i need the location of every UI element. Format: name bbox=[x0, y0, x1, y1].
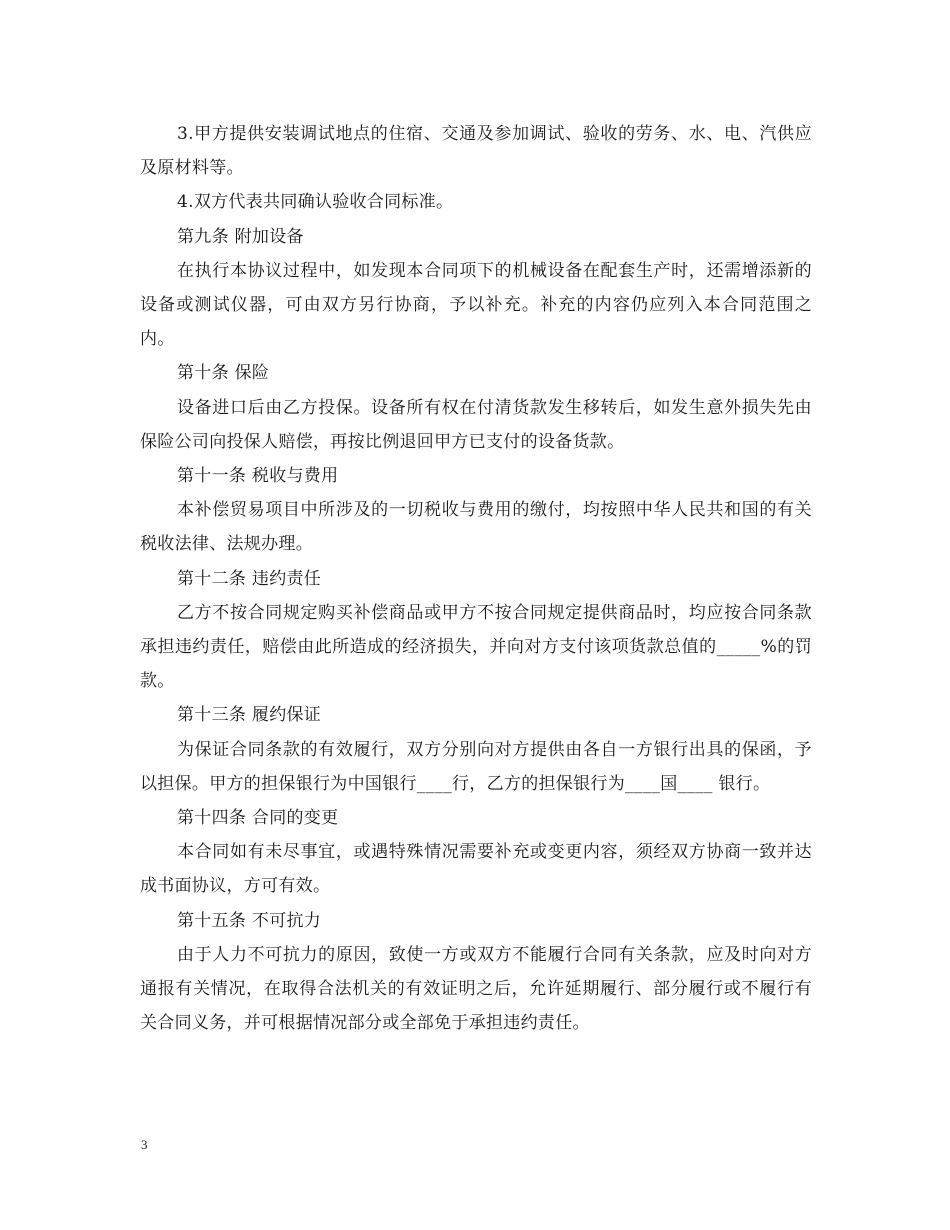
clause-15-text: 由于人力不可抗力的原因，致使一方或双方不能履行合同有关条款，应及时向对方通报有关情况，在取得合法机关的有效证明之后，允许延期履行、部分履行或不履行有关合同义务，并可根据情况部分或全部免于承担违约责任。 bbox=[140, 944, 812, 1034]
clause-12-text: 乙方不按合同规定购买补偿商品或甲方不按合同规定提供商品时，均应按合同条款承担违约责任，赔偿由此所造成的经济损失，并向对方支付该项货款总值的_____%的罚款。 bbox=[140, 602, 812, 692]
clause-10-text: 设备进口后由乙方投保。设备所有权在付清货款发生移转后，如发生意外损失先由保险公司向投保人赔偿，再按比例退回甲方已支付的设备货款。 bbox=[140, 397, 812, 452]
clause-13-heading: 第十三条 履约保证 bbox=[177, 705, 322, 726]
clause-10-heading: 第十条 保险 bbox=[177, 363, 270, 384]
page-number: 3 bbox=[141, 1137, 148, 1152]
clause-14-text: 本合同如有未尽事宜，或遇特殊情况需要补充或变更内容，须经双方协商一致并达成书面协议，方可有效。 bbox=[140, 842, 812, 897]
clause-15-heading: 第十五条 不可抗力 bbox=[177, 910, 322, 931]
clause-11-heading: 第十一条 税收与费用 bbox=[177, 466, 339, 487]
document-body bbox=[140, 117, 812, 1040]
clause-9-heading: 第九条 附加设备 bbox=[177, 226, 304, 247]
clause-13-text: 为保证合同条款的有效履行，双方分别向对方提供由各自一方银行出具的保函，予以担保。甲方的担保银行为中国银行____行，乙方的担保银行为____国____ 银行。 bbox=[140, 739, 812, 794]
clause-11-text: 本补偿贸易项目中所涉及的一切税收与费用的缴付，均按照中华人民共和国的有关税收法律、法规办理。 bbox=[140, 500, 812, 555]
clause-14-heading: 第十四条 合同的变更 bbox=[177, 808, 339, 829]
clause-9-text: 在执行本协议过程中，如发现本合同项下的机械设备在配套生产时，还需增添新的设备或测试仪器，可由双方另行协商，予以补充。补充的内容仍应列入本合同范围之内。 bbox=[140, 260, 812, 350]
clause-8-item-4: 4.双方代表共同确认验收合同标准。 bbox=[177, 192, 454, 213]
clause-12-heading: 第十二条 违约责任 bbox=[177, 568, 322, 589]
clause-8-item-3: 3.甲方提供安装调试地点的住宿、交通及参加调试、验收的劳务、水、电、汽供应及原材料等。 bbox=[140, 124, 812, 179]
